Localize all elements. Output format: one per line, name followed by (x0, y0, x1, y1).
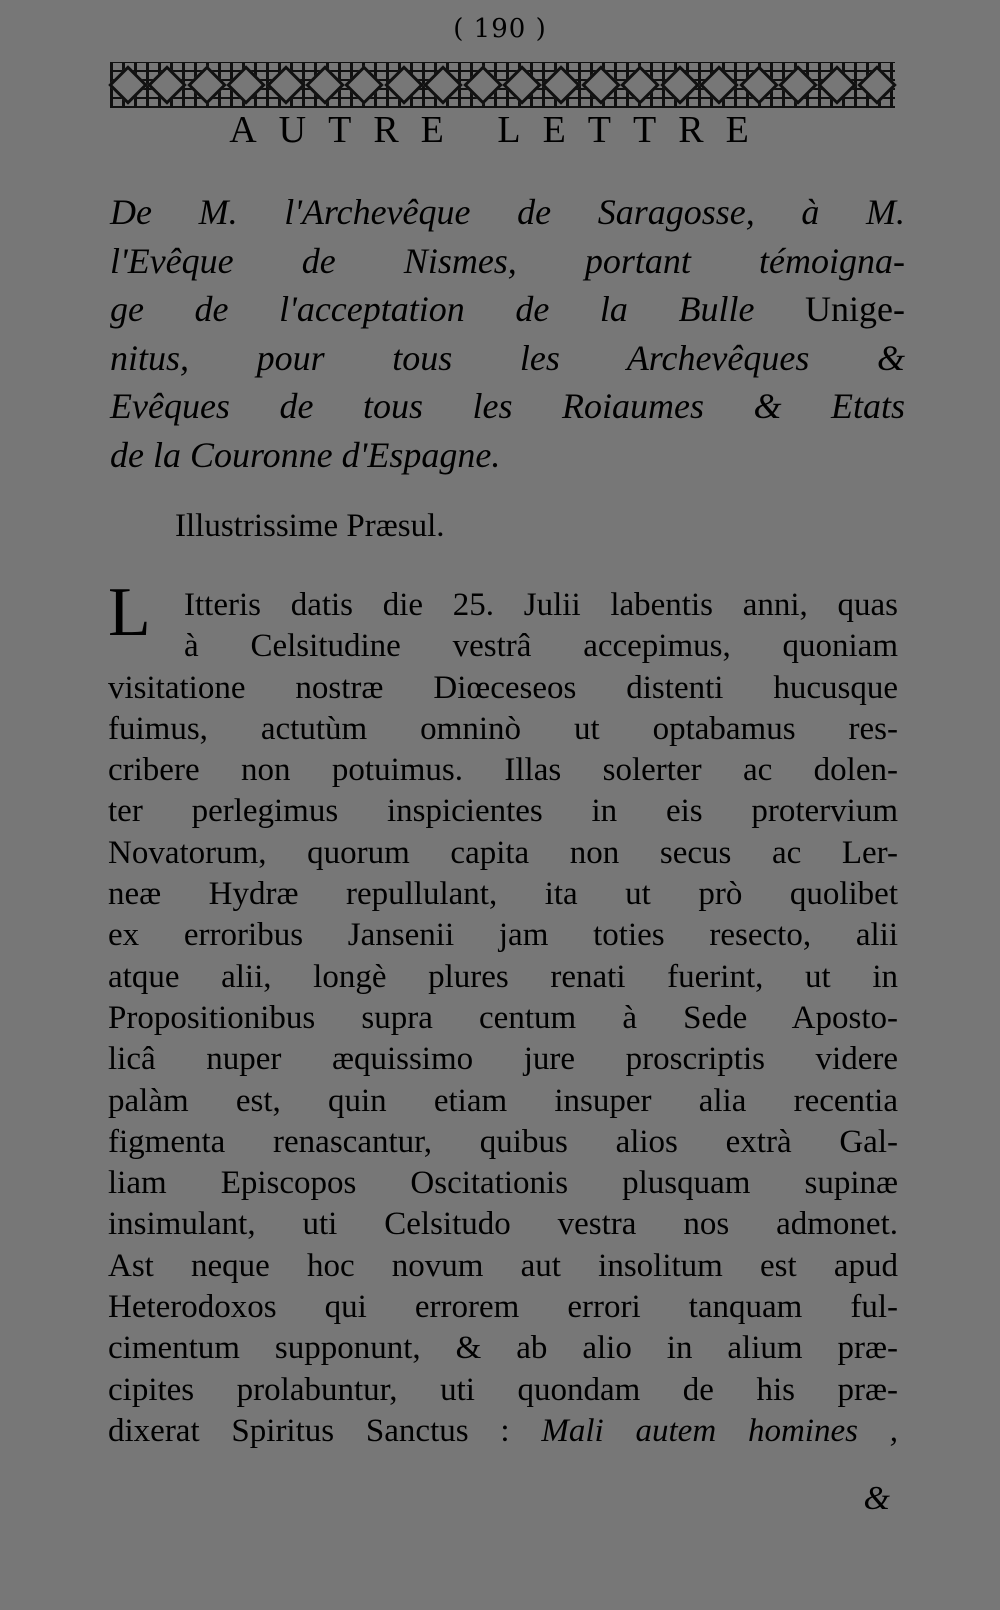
ornament-icon (620, 65, 660, 105)
salutation: Illustrissime Præsul. (175, 508, 445, 544)
drop-cap: L (108, 574, 151, 651)
body-line (108, 1411, 898, 1452)
body-line: figmenta renascantur, quibus alios extrà Gal- (108, 1123, 898, 1160)
ornament-icon (226, 65, 266, 105)
ornament-icon (699, 65, 739, 105)
body-line: Propositionibus supra centum à Sede Aposto- (108, 999, 898, 1036)
subtitle-line: nitus, pour tous les Archevêques & (110, 337, 905, 378)
ornament-icon (266, 65, 306, 105)
body-italic-phrase: Mali autem homines , (541, 1412, 899, 1449)
body-line: palàm est, quin etiam insuper alia recentia (108, 1082, 898, 1119)
ornament-icon (739, 65, 779, 105)
ornament-icon (384, 65, 424, 105)
body-line: Novatorum, quorum capita non secus ac Ler- (108, 834, 898, 871)
ornament-icon (660, 65, 700, 105)
page-number: ( 190 ) (453, 14, 547, 44)
ornament-icon (345, 65, 385, 105)
body-line: fuimus, actutùm omninò ut optabamus res- (108, 710, 898, 747)
subtitle-line-part: ge de l'acceptation de la Bulle (110, 289, 755, 329)
catchword: & (863, 1480, 890, 1517)
body-line: insimulant, uti Celsitudo vestra nos admonet. (108, 1206, 898, 1243)
subtitle-line: De M. l'Archevêque de Saragosse, à M. (110, 192, 905, 232)
subtitle-line: de la Couronne d'Espagne. (110, 434, 501, 475)
ornament-icon (148, 65, 188, 105)
ornament-icon (187, 65, 227, 105)
body-line: Heterodoxos qui errorem errori tanquam ful- (108, 1289, 898, 1326)
body-line: cribere non potuimus. Illas solerter ac dolen- (108, 752, 898, 789)
body-line: cipites prolabuntur, uti quondam de his præ- (108, 1371, 898, 1408)
body-line: liam Episcopos Oscitationis plusquam supinæ (108, 1165, 898, 1202)
letter-subtitle (110, 188, 905, 479)
ornament-icon (108, 65, 148, 105)
body-line: ex erroribus Jansenii jam toties resecto, alii (108, 917, 898, 954)
subtitle-upright-word: Unige- (805, 289, 905, 329)
ornament-icon (502, 65, 542, 105)
body-line: licâ nuper æquissimo jure proscriptis videre (108, 1041, 898, 1078)
ornament-icon (778, 65, 818, 105)
ornament-icon (463, 65, 503, 105)
subtitle-line: l'Evêque de Nismes, portant témoigna- (110, 240, 905, 281)
body-line: atque alii, longè plures renati fuerint, ut in (108, 958, 898, 995)
body-line: visitatione nostræ Diœceseos distenti hucusque (108, 669, 898, 706)
body-line-part: dixerat Spiritus Sanctus : (108, 1412, 510, 1449)
body-line: à Celsitudine vestrâ accepimus, quoniam (184, 628, 898, 665)
ornament-icon (857, 65, 897, 105)
chapter-heading: AUTRE LETTRE (229, 109, 771, 151)
body-line: Itteris datis die 25. Julii labentis anni, quas (184, 587, 898, 623)
body-line: neæ Hydræ repullulant, ita ut prò quolibet (108, 876, 898, 913)
ornament-icon (423, 65, 463, 105)
ornament-icon (305, 65, 345, 105)
body-line: ter perlegimus inspicientes in eis protervium (108, 793, 898, 830)
letter-body (108, 585, 898, 1452)
subtitle-line: Evêques de tous les Roiaumes & Etats (110, 386, 905, 426)
ornament-icon (818, 65, 858, 105)
subtitle-line (110, 285, 905, 334)
ornament-band (110, 62, 895, 108)
ornament-icon (581, 65, 621, 105)
ornament-icon (542, 65, 582, 105)
body-line: Ast neque hoc novum aut insolitum est apud (108, 1247, 898, 1284)
body-line: cimentum supponunt, & ab alio in alium præ- (108, 1330, 898, 1367)
